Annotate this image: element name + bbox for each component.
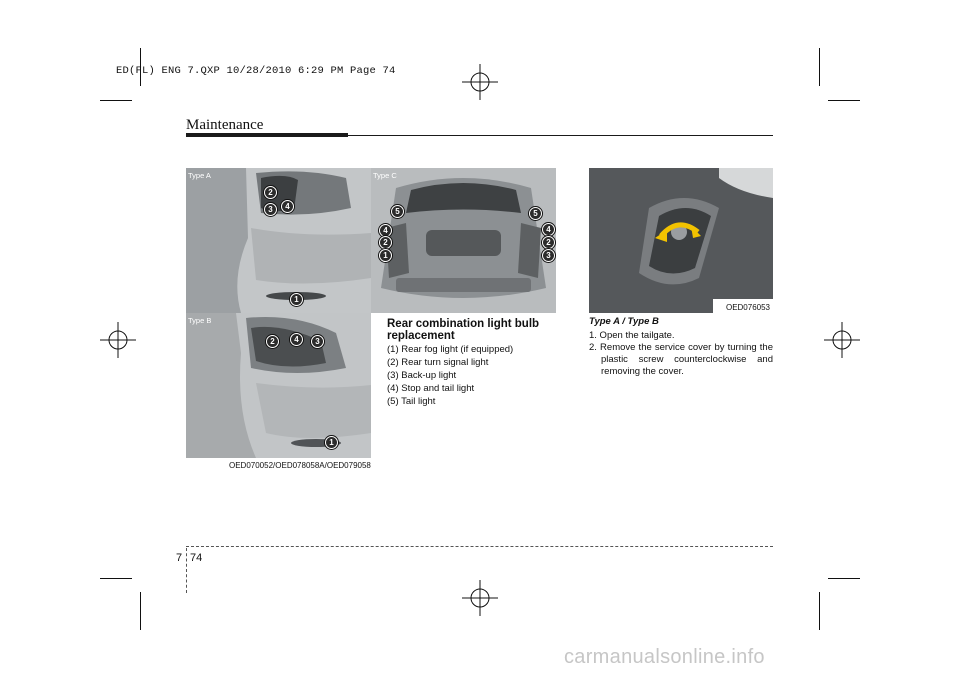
car-rear-type-a-illustration — [186, 168, 371, 313]
footer-rule — [186, 546, 773, 547]
list-item: (2) Rear turn signal light — [387, 357, 489, 368]
car-rear-type-b-illustration — [186, 313, 371, 458]
bulb-replacement-heading: Rear combination light bulb replacement — [387, 318, 540, 342]
crop-mark — [819, 592, 820, 630]
page-number: 74 — [190, 552, 203, 564]
callout-4: 4 — [379, 224, 392, 237]
step-item: 2. Remove the service cover by turning the plastic screw counterclockwise and removing the cover. — [589, 342, 773, 377]
callout-5: 5 — [529, 207, 542, 220]
page-separator — [186, 548, 187, 593]
callout-1: 1 — [379, 249, 392, 262]
figure-type-a — [186, 168, 371, 313]
registration-mark-bottom — [460, 580, 500, 616]
crop-mark — [819, 48, 820, 86]
step-item: 1. Open the tailgate. — [589, 330, 675, 341]
crop-mark — [100, 578, 132, 579]
callout-1: 1 — [290, 293, 303, 306]
figure-service-cover — [589, 168, 773, 313]
crop-mark — [140, 592, 141, 630]
watermark: carmanualsonline.info — [564, 646, 765, 668]
crop-mark — [828, 578, 860, 579]
list-item: (5) Tail light — [387, 396, 436, 407]
type-a-label: Type A — [188, 171, 211, 180]
type-b-label: Type B — [188, 316, 212, 325]
callout-3: 3 — [311, 335, 324, 348]
figure-left-code: OED070052/OED078058A/OED079058 — [229, 461, 371, 470]
steps-list — [589, 330, 773, 378]
callout-3: 3 — [542, 249, 555, 262]
list-item: (4) Stop and tail light — [387, 383, 475, 394]
bulb-list — [387, 343, 513, 408]
print-slug: ED(FL) ENG 7.QXP 10/28/2010 6:29 PM Page 74 — [116, 65, 396, 77]
figure-type-c — [371, 168, 556, 313]
registration-mark-right — [824, 320, 860, 360]
list-item: (1) Rear fog light (if equipped) — [387, 344, 514, 355]
section-title: Maintenance — [186, 117, 264, 133]
section-rule — [186, 135, 773, 136]
callout-2: 2 — [264, 186, 277, 199]
car-rear-type-c-illustration — [371, 168, 556, 313]
callout-2: 2 — [379, 236, 392, 249]
chapter-number: 7 — [176, 552, 183, 564]
counterclockwise-arrow-icon — [653, 216, 703, 246]
callout-3: 3 — [264, 203, 277, 216]
callout-2: 2 — [266, 335, 279, 348]
callout-4: 4 — [542, 223, 555, 236]
type-c-label: Type C — [373, 171, 397, 180]
callout-4: 4 — [281, 200, 294, 213]
registration-mark-top — [460, 64, 500, 100]
callout-4: 4 — [290, 333, 303, 346]
callout-5: 5 — [391, 205, 404, 218]
type-ab-subheading: Type A / Type B — [589, 316, 659, 327]
figure-type-b — [186, 313, 371, 458]
registration-mark-left — [100, 320, 136, 360]
crop-mark — [828, 100, 860, 101]
crop-mark — [100, 100, 132, 101]
callout-2: 2 — [542, 236, 555, 249]
figure-right-code: OED076053 — [725, 303, 770, 312]
callout-1: 1 — [325, 436, 338, 449]
list-item: (3) Back-up light — [387, 370, 457, 381]
